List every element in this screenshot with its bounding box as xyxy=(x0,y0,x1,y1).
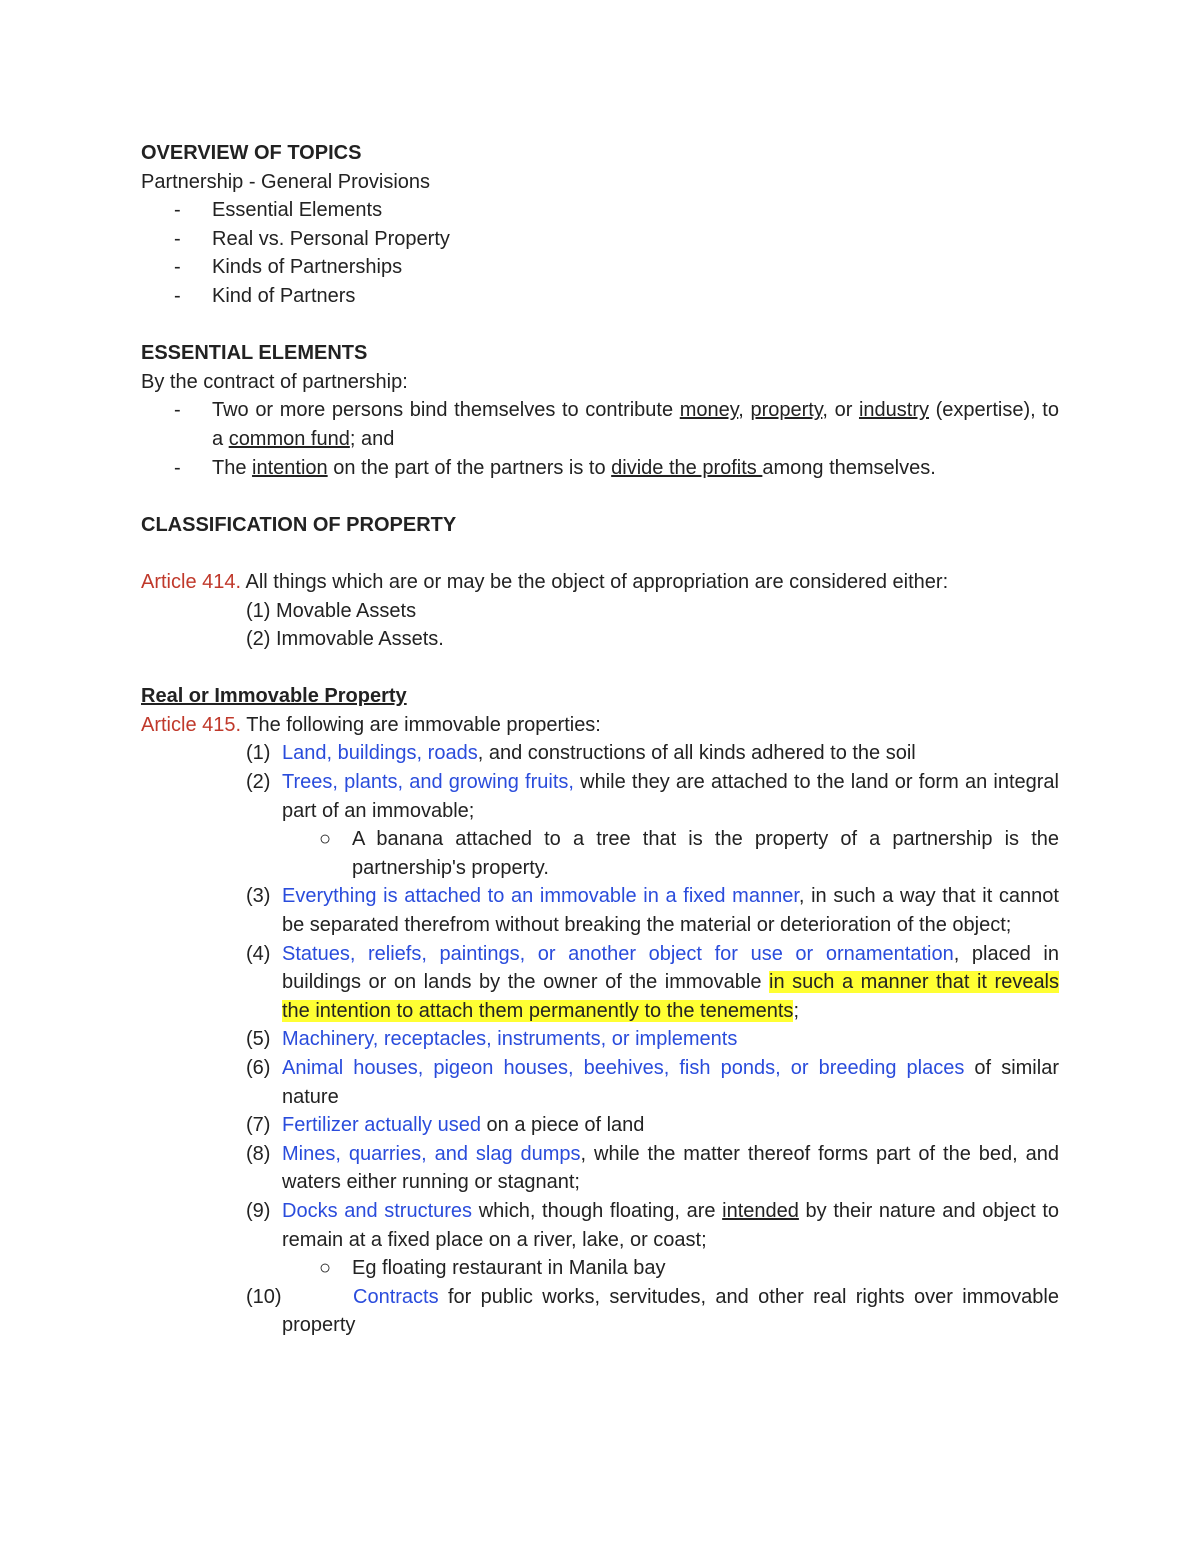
article-text: The following are immovable properties: xyxy=(241,713,601,736)
highlighted-text: in such a manner that it reveals the intention to attach them permanently to the tenements xyxy=(282,971,1060,1022)
item-number: (3) xyxy=(246,885,271,908)
dash-marker: - xyxy=(174,256,181,279)
text-span: A banana attached to a tree that is the property of a partnership is the partnership's property. xyxy=(352,828,1059,879)
article-number: Article 415. xyxy=(141,713,242,736)
blue-term: Machinery, receptacles, instruments, or implements xyxy=(282,1028,738,1051)
underlined-term: money xyxy=(679,399,739,422)
item-number: (2) xyxy=(246,771,271,794)
item-number: (8) xyxy=(246,1142,271,1165)
text-span: , or xyxy=(822,399,859,422)
article-414 xyxy=(141,568,1059,597)
blue-term: Fertilizer actually used xyxy=(282,1114,481,1137)
text-span: ; xyxy=(793,999,799,1022)
underlined-term: common fund xyxy=(228,427,350,450)
article-text: All things which are or may be the object of appropriation are considered either: xyxy=(241,570,949,593)
overview-item-text: Real vs. Personal Property xyxy=(212,227,450,250)
text-span: Eg floating restaurant in Manila bay xyxy=(352,1257,666,1280)
blue-term: Animal houses, pigeon houses, beehives, fish ponds, or breeding places xyxy=(282,1057,965,1079)
article-number: Article 414. xyxy=(141,570,242,593)
article-415 xyxy=(141,711,1059,740)
text-span: for public works, servitudes, and other real rights over immovable property xyxy=(282,1285,1059,1337)
numbered-item xyxy=(141,940,1059,1026)
circle-bullet-icon: ○ xyxy=(319,828,332,851)
dash-marker: - xyxy=(174,456,181,479)
asset-item: (2) Immovable Assets. xyxy=(246,628,444,651)
asset-item: (1) Movable Assets xyxy=(246,599,417,622)
text-span: while they are attached to the land or form an integral part of an immovable; xyxy=(282,771,1059,822)
item-number: (9) xyxy=(246,1199,271,1222)
item-number: (5) xyxy=(246,1028,271,1051)
classification-heading: CLASSIFICATION OF PROPERTY xyxy=(141,513,457,536)
text-span: of similar nature xyxy=(282,1057,1059,1108)
item-number: (10) xyxy=(246,1285,282,1308)
overview-item-text: Kinds of Partnerships xyxy=(212,256,403,279)
essential-intro: By the contract of partnership: xyxy=(141,370,408,393)
underlined-term: industry xyxy=(858,399,930,422)
overview-item xyxy=(141,253,1059,282)
text-span: among themselves. xyxy=(762,456,936,479)
underlined-term: property xyxy=(750,399,823,422)
dash-marker: - xyxy=(174,227,181,250)
text-span: , placed in buildings or on lands by the owner of the immovable xyxy=(282,942,1060,994)
overview-item xyxy=(141,282,1059,311)
sub-bullet-item xyxy=(141,1254,1059,1283)
dash-marker: - xyxy=(174,284,181,307)
real-property-title: Real or Immovable Property xyxy=(141,685,407,708)
numbered-item xyxy=(141,1197,1059,1254)
numbered-item xyxy=(141,739,1059,768)
circle-bullet-icon: ○ xyxy=(319,1257,332,1280)
item-number: (4) xyxy=(246,942,271,965)
numbered-item xyxy=(141,1283,1059,1340)
sub-bullet-item xyxy=(141,825,1059,882)
spacer xyxy=(141,539,1059,568)
blue-term: Trees, plants, and growing fruits, xyxy=(282,771,574,794)
text-span: , xyxy=(738,399,751,422)
numbered-item xyxy=(141,1025,1059,1054)
overview-heading: OVERVIEW OF TOPICS xyxy=(141,142,362,164)
text-span: , and constructions of all kinds adhered to the soil xyxy=(477,742,916,765)
text-span: The xyxy=(212,456,253,479)
text-span: Two or more persons bind themselves to contribute xyxy=(212,399,680,422)
text-span: by their nature and object to remain at a fixed place on a river, lake, or coast; xyxy=(282,1199,1059,1251)
spacer xyxy=(141,654,1059,683)
spacer xyxy=(141,311,1059,340)
item-number: (6) xyxy=(246,1057,271,1079)
dash-marker: - xyxy=(174,199,181,222)
overview-item xyxy=(141,225,1059,254)
overview-subtitle: Partnership - General Provisions xyxy=(141,170,431,193)
numbered-item xyxy=(141,1054,1059,1111)
text-span: , in such a way that it cannot be separated therefrom without breaking the material or deterioration of the object; xyxy=(282,885,1059,937)
blue-term: Statues, reliefs, paintings, or another object for use or ornamentation xyxy=(282,942,954,965)
underlined-term: intention xyxy=(252,456,328,479)
underlined-term: divide the profits xyxy=(611,456,763,479)
blue-term: Land, buildings, roads xyxy=(282,742,478,765)
text-span: , while the matter thereof forms part of the bed, and waters either running or stagnant; xyxy=(282,1142,1059,1194)
numbered-item xyxy=(141,1140,1059,1197)
numbered-item xyxy=(141,882,1059,939)
blue-term: Everything is attached to an immovable in a fixed manner xyxy=(282,885,799,908)
essential-heading: ESSENTIAL ELEMENTS xyxy=(141,342,368,365)
text-span: which, though floating, are xyxy=(472,1199,723,1222)
item-number: (7) xyxy=(246,1114,271,1137)
document-content xyxy=(141,139,1059,1340)
numbered-item xyxy=(141,768,1059,825)
item-number: (1) xyxy=(246,742,271,765)
text-span: on a piece of land xyxy=(480,1114,645,1137)
overview-item-text: Kind of Partners xyxy=(212,284,356,307)
blue-term: Mines, quarries, and slag dumps xyxy=(282,1142,581,1165)
overview-item-text: Essential Elements xyxy=(212,199,383,222)
spacer xyxy=(141,482,1059,511)
essential-item-2 xyxy=(141,454,1059,483)
text-span: ; and xyxy=(349,427,395,450)
blue-term: Contracts xyxy=(353,1285,439,1308)
dash-marker: - xyxy=(174,399,181,422)
underlined-term: intended xyxy=(722,1199,799,1222)
blue-term: Docks and structures xyxy=(282,1199,473,1222)
text-span: on the part of the partners is to xyxy=(327,456,612,479)
text-span: (expertise), to a xyxy=(212,399,1059,450)
numbered-item xyxy=(141,1111,1059,1140)
essential-item-1 xyxy=(141,396,1059,453)
overview-item xyxy=(141,196,1059,225)
